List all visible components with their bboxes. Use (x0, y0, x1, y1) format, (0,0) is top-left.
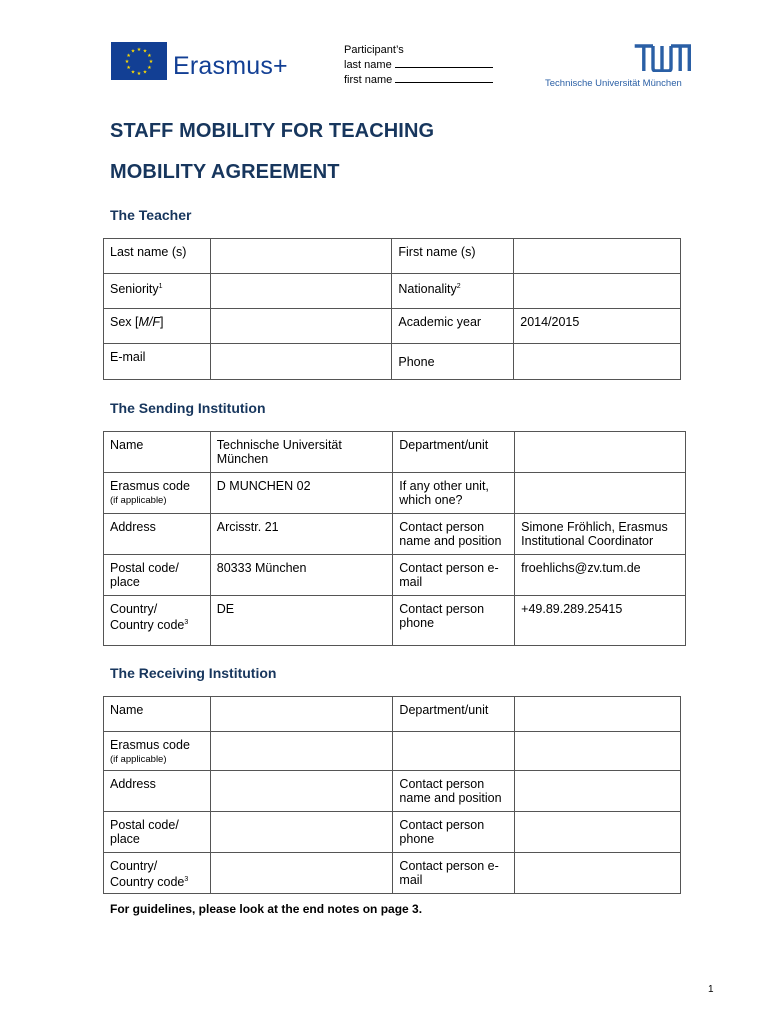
sending-contact-name-value[interactable]: Simone Fröhlich, Erasmus Institutional Coordinator (515, 514, 686, 555)
sending-department-label: Department/unit (393, 432, 515, 473)
sending-name-label: Name (104, 432, 211, 473)
phone-label-cell: Phone (392, 344, 514, 380)
svg-text:★: ★ (124, 59, 130, 65)
receiving-name-label: Name (104, 697, 211, 732)
first-name-label: first name (344, 74, 393, 86)
receiving-erasmus-code-field[interactable] (210, 732, 393, 771)
sending-institution-table (103, 431, 686, 646)
receiving-contact-name-field[interactable] (515, 771, 681, 812)
svg-text:★: ★ (147, 53, 152, 59)
email-field[interactable] (210, 344, 392, 380)
academic-year-value[interactable]: 2014/2015 (514, 309, 681, 344)
receiving-country-field[interactable] (210, 853, 393, 894)
svg-text:★: ★ (126, 53, 131, 59)
page-number: 1 (708, 984, 714, 995)
table-row (104, 853, 681, 894)
receiving-postal-label: Postal code/ place (104, 812, 211, 853)
table-row (104, 697, 681, 732)
sending-name-value[interactable]: Technische Universität München (210, 432, 392, 473)
receiving-address-label: Address (104, 771, 211, 812)
teacher-table (103, 238, 681, 380)
tum-name: Technische Universität München (545, 78, 682, 89)
sending-country-label: Country/ Country code$^3$ (104, 596, 211, 646)
last-name-label-cell: Last name (s) (104, 239, 211, 274)
svg-text:★: ★ (148, 59, 154, 65)
first-name-label-cell: First name (s) (392, 239, 514, 274)
receiving-empty-cell (393, 732, 515, 771)
receiving-department-label: Department/unit (393, 697, 515, 732)
table-row (104, 596, 686, 646)
sex-label-cell: Sex [M/F] (104, 309, 211, 344)
sending-address-label: Address (104, 514, 211, 555)
sending-contact-name-label: Contact person name and position (393, 514, 515, 555)
last-name-field[interactable] (210, 239, 392, 274)
seniority-label-cell: Seniority$^1$ (104, 274, 211, 309)
svg-text:★: ★ (142, 48, 148, 55)
receiving-department-field[interactable] (515, 697, 681, 732)
sending-contact-phone-value[interactable]: +49.89.289.25415 (515, 596, 686, 646)
receiving-postal-field[interactable] (210, 812, 393, 853)
table-row (104, 473, 686, 514)
table-row (104, 555, 686, 596)
svg-text:★: ★ (136, 47, 142, 53)
sending-contact-phone-label: Contact person phone (393, 596, 515, 646)
sending-other-unit-label: If any other unit, which one? (393, 473, 515, 514)
document-title-line1: STAFF MOBILITY FOR TEACHING (110, 120, 435, 142)
receiving-institution-heading: The Receiving Institution (110, 665, 277, 681)
receiving-country-label: Country/ Country code$^3$ (104, 853, 211, 894)
first-name-field[interactable] (514, 239, 681, 274)
email-label-cell: E-mail (104, 344, 211, 380)
receiving-contact-email-field[interactable] (515, 853, 681, 894)
last-name-line[interactable] (395, 67, 493, 68)
last-name-label: last name (344, 59, 392, 71)
sending-postal-label: Postal code/ place (104, 555, 211, 596)
svg-text:★: ★ (142, 69, 148, 76)
phone-field[interactable] (514, 344, 681, 380)
nationality-label-cell: Nationality$^2$ (392, 274, 514, 309)
tum-logo (633, 44, 691, 72)
sending-postal-value[interactable]: 80333 München (210, 555, 392, 596)
table-row (104, 344, 681, 380)
receiving-empty-cell-2 (515, 732, 681, 771)
table-row (104, 771, 681, 812)
sending-address-value[interactable]: Arcisstr. 21 (210, 514, 392, 555)
guidelines-note: For guidelines, please look at the end notes on page 3. (110, 902, 423, 916)
receiving-contact-email-label: Contact person e-mail (393, 853, 515, 894)
receiving-contact-name-label: Contact person name and position (393, 771, 515, 812)
sending-country-value[interactable]: DE (210, 596, 392, 646)
svg-text:★: ★ (130, 69, 136, 76)
sending-department-field[interactable] (515, 432, 686, 473)
receiving-erasmus-code-label: Erasmus code (if applicable) (104, 732, 211, 771)
sending-other-unit-field[interactable] (515, 473, 686, 514)
svg-text:★: ★ (130, 48, 136, 55)
nationality-field[interactable] (514, 274, 681, 309)
teacher-heading: The Teacher (110, 207, 192, 223)
participant-name-block (344, 43, 493, 88)
svg-text:★: ★ (147, 65, 152, 71)
sex-field[interactable] (210, 309, 392, 344)
first-name-line[interactable] (395, 82, 493, 83)
sending-institution-heading: The Sending Institution (110, 400, 266, 416)
table-row (104, 274, 681, 309)
participant-label: Participant’s (344, 44, 404, 56)
erasmus-logo-text: Erasmus+ (173, 52, 288, 80)
receiving-name-field[interactable] (210, 697, 393, 732)
table-row (104, 514, 686, 555)
table-row (104, 732, 681, 771)
sending-erasmus-code-value[interactable]: D MUNCHEN 02 (210, 473, 392, 514)
sending-contact-email-label: Contact person e-mail (393, 555, 515, 596)
eu-flag-logo (111, 42, 167, 80)
table-row (104, 812, 681, 853)
receiving-institution-table (103, 696, 681, 894)
svg-text:★: ★ (136, 71, 142, 77)
receiving-contact-phone-field[interactable] (515, 812, 681, 853)
receiving-address-field[interactable] (210, 771, 393, 812)
table-row (104, 309, 681, 344)
svg-text:★: ★ (126, 65, 131, 71)
sending-contact-email-value[interactable]: froehlichs@zv.tum.de (515, 555, 686, 596)
sending-erasmus-code-label: Erasmus code (if applicable) (104, 473, 211, 514)
document-title-line2: MOBILITY AGREEMENT (110, 161, 340, 183)
table-row (104, 239, 681, 274)
receiving-contact-phone-label: Contact person phone (393, 812, 515, 853)
academic-year-label-cell: Academic year (392, 309, 514, 344)
table-row (104, 432, 686, 473)
seniority-field[interactable] (210, 274, 392, 309)
